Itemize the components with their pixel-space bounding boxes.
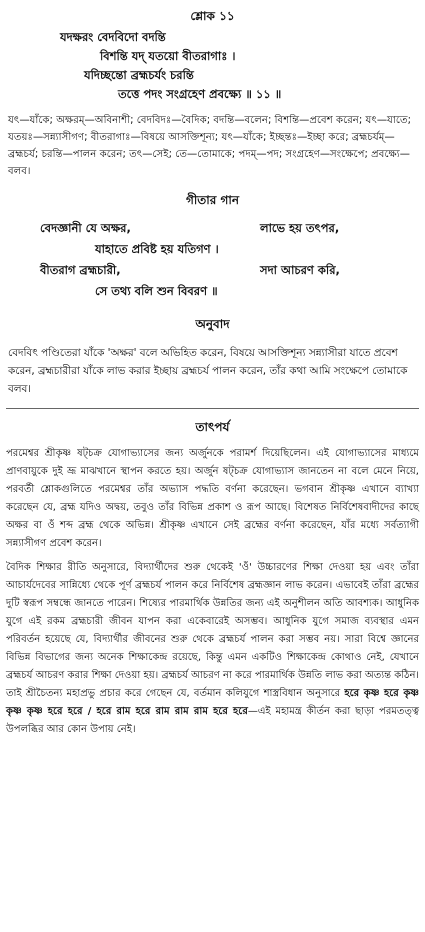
purport-paragraph-2: [0, 559, 425, 739]
gaan-row-3: [0, 260, 425, 281]
word-synonyms: যৎ—যাঁকে; অক্ষরম্—অবিনাশী; বেদবিদঃ—বৈদিক; বদন্তি—বলেন; বিশন্তি—প্রবেশ করেন; যৎ—যাতে; যতয়ঃ—সন্ন্যাসীগণ; বীতরাগাঃ—বিষয়ে আসক্তিশূন্য; যৎ—যাঁকে; ইচ্ছন্তঃ—ইচ্ছা করে; ব্রহ্মচর্যম্—ব্রহ্মচর্য; চরন্তি—পালন করেন; তৎ—সেই; তে—তোমাকে; পদম্—পদ; সংগ্রহেণ—সংক্ষেপে; প্রবক্ষ্যে—বলব।: [8, 115, 412, 177]
anubad-title: অনুবাদ: [195, 317, 230, 331]
gaan-line-2: যাহাতে প্রবিষ্ট হয় যতিগণ ।: [95, 242, 219, 256]
translation-text: বেদবিৎ পণ্ডিতেরা যাঁকে 'অক্ষর' বলে অভিহিত করেন, বিষয়ে আসক্তিশূন্য সন্ন্যাসীরা যাতে প্রবেশ করেন, ব্রহ্মচারীরা যাঁকে লাভ করার ইচ্ছায় ব্রহ্মচর্য পালন করেন, তাঁর কথা আমি সংক্ষেপে তোমাকে বলব।: [8, 347, 408, 395]
gaan-row-1: [0, 218, 425, 239]
verse-line-2: বিশন্তি যদ্ যতয়ো বীতরাগাঃ ।: [100, 49, 236, 63]
gaan-line-1-right: লাভে হয় তৎপর,: [260, 221, 340, 235]
verse-line-4: তত্তে পদং সংগ্রহেণ প্রবক্ষ্যে ॥ ১১ ॥: [118, 87, 282, 101]
gaan-line-3-left: বীতরাগ ব্রহ্মচারী,: [40, 263, 121, 277]
gitar-gaan-title: গীতার গান: [185, 193, 240, 207]
gaan-line-1-left: বেদজ্ঞানী যে অক্ষর,: [40, 221, 131, 235]
verse-line-1: যদক্ষরং বেদবিদো বদন্তি: [60, 30, 166, 44]
section-divider: [6, 408, 419, 409]
verse-line-3: যদিচ্ছন্তো ব্রহ্মচর্যং চরন্তি: [84, 68, 194, 82]
gaan-line-3-right: সদা আচরণ করি,: [260, 263, 340, 277]
gaan-line-4: সে তথ্য বলি শুন বিবরণ ॥: [95, 284, 218, 298]
gitar-gaan-verse: [0, 218, 425, 302]
purport-paragraph-2-end: —এই মহামন্ত্র কীর্তন করা ছাড়া পরমতত্ত্ব উপলব্ধির আর কোন উপায় নেই।: [6, 706, 419, 735]
hare-krishna-mantra: হরে কৃষ্ণ হরে কৃষ্ণ কৃষ্ণ কৃষ্ণ হরে হরে / হরে রাম হরে রাম রাম রাম হরে হরে: [6, 688, 419, 717]
tatparya-title: তাৎপর্য: [195, 420, 230, 434]
purport-paragraph-2-text: বৈদিক শিক্ষার রীতি অনুসারে, বিদ্যার্থীদের শুরু থেকেই 'ওঁ' উচ্চারণের শিক্ষা দেওয়া হয় এবং তাঁরা আচার্যদেবের সান্নিধ্যে থেকে পূর্ণ ব্রহ্মচর্য পালন করে নির্বিশেষ ব্রহ্মজ্ঞান লাভ করেন। এভাবেই তাঁরা ব্রহ্মের দুটি স্বরূপ সম্বন্ধে জানতে পারেন। শিষ্যের পারমার্থিক উন্নতির জন্য এই অনুশীলন অতি আবশ্যক। আধুনিক যুগে এই রকম ব্রহ্মচারী জীবন যাপন করা একেবারেই অসম্ভব। আধুনিক যুগে সমাজ ব্যবস্থার এমন পরিবর্তন হয়েছে যে, বিদ্যার্থীর জীবনের শুরু থেকে ব্রহ্মচর্য পালন করা সম্ভব নয়। সারা বিশ্বে জ্ঞানের বিভিন্ন বিভাগের জন্য অনেক শিক্ষাকেন্দ্র রয়েছে, কিন্তু এমন একটিও শিক্ষাকেন্দ্র কোথাও নেই, যেখানে ব্রহ্মচর্য আচরণ করার শিক্ষা দেওয়া হয়। ব্রহ্মচর্য আচরণ না করে পারমার্থিক উন্নতি লাভ করা অত্যন্ত কঠিন। তাই শ্রীচৈতন্য মহাপ্রভু প্রচার করে গেছেন যে, বর্তমান কলিযুগে শাস্ত্রবিধান অনুসারে: [6, 562, 419, 699]
sanskrit-verse: [0, 28, 425, 104]
verse-number-heading: শ্লোক ১১: [190, 9, 235, 23]
purport-paragraph-1: পরমেশ্বর শ্রীকৃষ্ণ ষট্চক্র যোগাভ্যাসের জন্য অর্জুনকে পরামর্শ দিয়েছিলেন। এই যোগাভ্যাসের মাধ্যমে প্রাণবায়ুকে দুই ভ্রূ মাঝখানে স্থাপন করতে হয়। অর্জুন ষট্চক্র যোগাভ্যাস জানতেন না বলে মেনে নিয়ে, পরবর্তী শ্লোকগুলিতে পরমেশ্বর তাঁর অভ্যাস পদ্ধতি বর্ণনা করেছেন। ভগবান শ্রীকৃষ্ণ এখানে ব্যাখ্যা করেছেন যে, ব্রহ্ম যদিও অদ্বয়, তবুও তাঁর বিভিন্ন প্রকাশ ও রূপ আছে। বিশেষত নির্বিশেষবাদীদের কাছে অক্ষর বা ওঁ শব্দ ব্রহ্ম থেকে অভিন্ন। শ্রীকৃষ্ণ এখানে সেই ব্রহ্মের বর্ণনা করেছেন, যাঁর মধ্যে সর্বত্যাগী সন্ন্যাসীগণ প্রবেশ করেন।: [6, 448, 419, 549]
